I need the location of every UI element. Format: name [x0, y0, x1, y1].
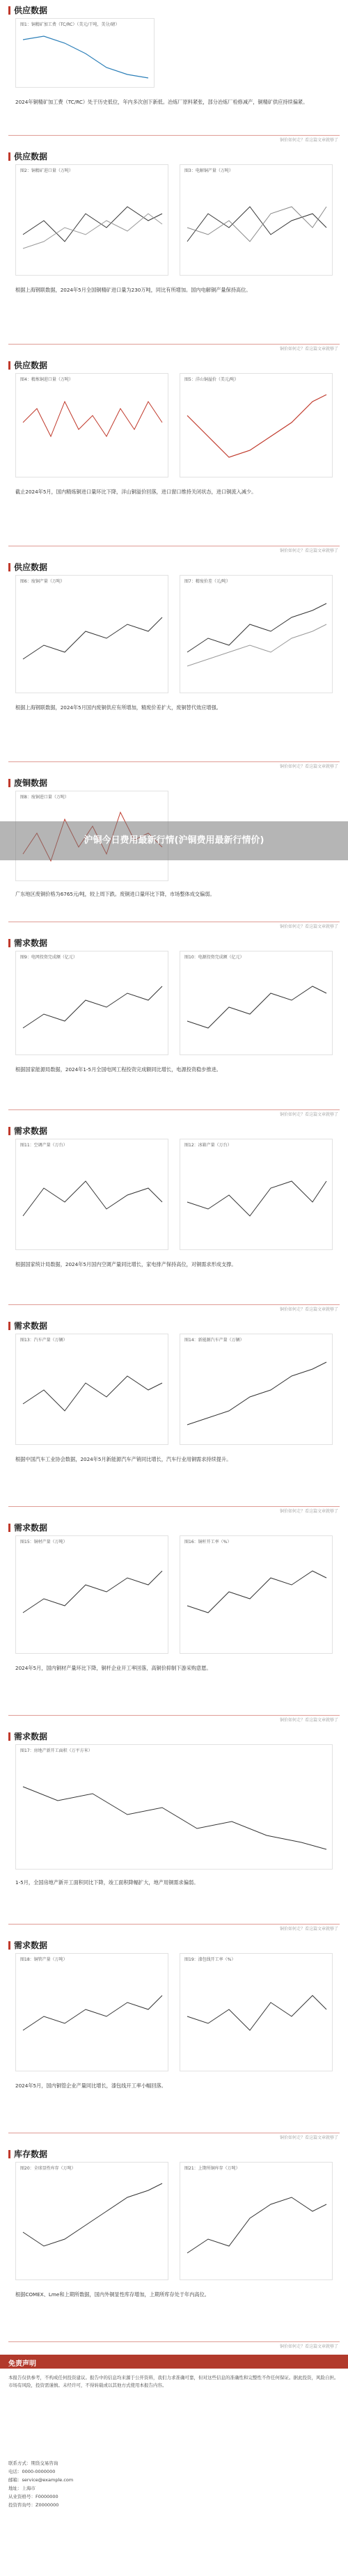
section-title: 供应数据 [8, 150, 47, 162]
disclaimer [0, 2355, 348, 2576]
section-demand-5 [0, 1726, 348, 1935]
contact-line: 地址：上海市 [8, 2486, 35, 2491]
contact-line: 从业资格号：F0000000 [8, 2494, 58, 2499]
section-note: 2024年铜精矿加工费（TC/RC）处于历史低位，年内多次创下新低。冶炼厂原料紧张，部分冶炼厂检修减产，铜精矿供应持续偏紧。 [15, 99, 308, 105]
section-note: 2024年5月，国内铜管企业产量同比增长，漆包线开工率小幅回落。 [15, 2083, 166, 2089]
brand-text: 铜价如何走？看这篇文章就够了 [279, 1509, 338, 1514]
divider [8, 761, 340, 762]
chart-global-inventory [15, 2162, 168, 2280]
article-title: 沪铜今日费用最新行情(沪铜费用最新行情价) [84, 835, 264, 846]
chart-title: 图6：废铜产量（万吨） [20, 579, 65, 584]
section-note: 根据上海钢联数据，2024年5月全国铜精矿进口量为230万吨，同比有所增加。国内电解铜产量保持高位。 [15, 287, 251, 293]
divider [8, 135, 340, 136]
divider [8, 1924, 340, 1925]
chart-scrap-output [15, 575, 168, 693]
chart-title: 图7：精废价差（元/吨） [184, 579, 230, 584]
section-note: 根据国家能源局数据，2024年1-5月全国电网工程投资完成额同比增长，电源投资稳步推进。 [15, 1066, 221, 1073]
brand-text: 铜价如何走？看这篇文章就够了 [279, 1927, 338, 1931]
chart-rod-operating-rate [180, 1535, 333, 1654]
chart-copper-products [15, 1535, 168, 1654]
chart-nev-output [180, 1334, 333, 1445]
line-chart [16, 19, 155, 88]
chart-shfe-inventory [180, 2162, 333, 2280]
chart-enamel-wire-rate [180, 1953, 333, 2071]
chart-refined-import [15, 373, 168, 477]
chart-title: 图14：新能源汽车产量（万辆） [184, 1338, 244, 1343]
section-supply-2 [0, 146, 348, 355]
divider [8, 1715, 340, 1716]
contact-line: 邮箱：service@example.com [8, 2477, 74, 2483]
chart-title: 图13：汽车产量（万辆） [20, 1338, 68, 1343]
chart-title: 图11：空调产量（万台） [20, 1143, 68, 1148]
chart-tcrc [15, 18, 155, 88]
chart-title: 图20：全球显性库存（万吨） [20, 2166, 76, 2171]
chart-power-investment [180, 951, 333, 1055]
divider [8, 2341, 340, 2342]
line-chart [180, 1536, 333, 1654]
contact-list [8, 2459, 73, 2509]
chart-title: 图15：铜材产量（万吨） [20, 1540, 68, 1544]
chart-tube-output [15, 1953, 168, 2071]
brand-text: 铜价如何走？看这篇文章就够了 [279, 764, 338, 769]
line-chart [180, 165, 333, 276]
brand-text: 铜价如何走？看这篇文章就够了 [279, 1112, 338, 1117]
section-title: 需求数据 [8, 937, 47, 949]
line-chart [16, 1954, 169, 2072]
brand-text: 铜价如何走？看这篇文章就够了 [279, 138, 338, 143]
section-supply-1 [0, 0, 348, 146]
brand-text: 铜价如何走？看这篇文章就够了 [279, 1307, 338, 1312]
line-chart [16, 1334, 169, 1446]
section-demand-6 [0, 1935, 348, 2144]
line-chart [180, 951, 333, 1056]
chart-title: 图21：上期所铜库存（万吨） [184, 2166, 240, 2171]
section-title: 废铜数据 [8, 777, 47, 789]
section-note: 根据上海钢联数据，2024年5月国内废铜供应有所增加，精废价差扩大，废铜替代效应增强。 [15, 704, 221, 711]
line-chart [180, 2163, 333, 2281]
section-title: 需求数据 [8, 1320, 47, 1332]
line-chart [16, 374, 169, 478]
chart-title: 图4：精炼铜进口量（万吨） [20, 377, 73, 382]
chart-auto-output [15, 1334, 168, 1445]
chart-yangshan-premium [180, 373, 333, 477]
line-chart [16, 951, 169, 1056]
chart-ore-import [15, 164, 168, 276]
contact-line: 投资咨询号：Z0000000 [8, 2502, 59, 2508]
section-note: 根据国家统计局数据，2024年5月国内空调产量同比增长，家电排产保持高位，对铜需求形成支撑。 [15, 1261, 237, 1267]
line-chart [180, 1139, 333, 1251]
section-title: 需求数据 [8, 1522, 47, 1533]
chart-grid-investment [15, 951, 168, 1055]
brand-text: 铜价如何走？看这篇文章就够了 [279, 1718, 338, 1723]
section-note: 根据中国汽车工业协会数据，2024年5月新能源汽车产销同比增长，汽车行业用铜需求持续提升。 [15, 1456, 232, 1462]
section-demand-4 [0, 1517, 348, 1726]
section-title: 库存数据 [8, 2148, 47, 2160]
chart-title: 图16：铜杆开工率（%） [184, 1540, 232, 1544]
divider [8, 1304, 340, 1305]
line-chart [16, 1139, 169, 1251]
divider [8, 1109, 340, 1110]
divider [8, 1506, 340, 1507]
chart-fridge-output [180, 1139, 333, 1250]
section-title: 供应数据 [8, 561, 47, 573]
chart-property-starts [15, 1744, 333, 1870]
section-title: 需求数据 [8, 1125, 47, 1137]
line-chart [16, 1536, 169, 1654]
line-chart [16, 576, 169, 694]
section-demand-3 [0, 1315, 348, 1517]
chart-title: 图8：废铜进口量（万吨） [20, 795, 69, 800]
disclaimer-title: 免责声明 [0, 2355, 348, 2369]
chart-title: 图18：铜管产量（万吨） [20, 1957, 68, 1962]
chart-title: 图5：洋山铜溢价（美元/吨） [184, 377, 239, 382]
line-chart [180, 374, 333, 478]
section-supply-3 [0, 355, 348, 557]
brand-text: 铜价如何走？看这篇文章就够了 [279, 2344, 338, 2349]
section-title: 供应数据 [8, 4, 47, 16]
article-title-overlay [0, 821, 348, 860]
chart-cathode-output [180, 164, 333, 276]
chart-ac-output [15, 1139, 168, 1250]
line-chart [180, 1954, 333, 2072]
line-chart [16, 1745, 333, 1870]
contact-line: 电话：0000-0000000 [8, 2469, 56, 2474]
section-note: 广东地区废铜价格为6765元/吨，较上周下跌。废铜进口量环比下降，市场整体成交偏弱。 [15, 891, 215, 897]
section-supply-4 [0, 557, 348, 773]
line-chart [16, 165, 169, 276]
chart-title: 图19：漆包线开工率（%） [184, 1957, 236, 1962]
chart-title: 图12：冰箱产量（万台） [184, 1143, 232, 1148]
section-demand-2 [0, 1121, 348, 1315]
chart-refined-scrap-spread [180, 575, 333, 693]
disclaimer-text: 本报告仅供参考，不构成任何投资建议。报告中的信息均来源于公开资料，我们力求准确可靠，但对这些信息的准确性和完整性不作任何保证。据此投资，风险自担。市场有风险，投资需谨慎。未经许可，不得转载或以其他方式使用本报告内容。 [8, 2375, 339, 2388]
section-note: 1-5月，全国房地产新开工面积同比下降，竣工面积降幅扩大，地产用铜需求偏弱。 [15, 1879, 199, 1886]
line-chart [16, 2163, 169, 2281]
section-note: 截止2024年5月，国内精炼铜进口量环比下降，洋山铜溢价回落，进口窗口维持关闭状态，进口铜流入减少。 [15, 489, 257, 495]
section-title: 需求数据 [8, 1939, 47, 1951]
chart-title: 图10：电源投资完成额（亿元） [184, 955, 244, 960]
chart-title: 图17：房地产新开工面积（万平方米） [20, 1748, 93, 1753]
brand-text: 铜价如何走？看这篇文章就够了 [279, 548, 338, 553]
section-inventory [0, 2144, 348, 2353]
section-title: 需求数据 [8, 1730, 47, 1742]
section-demand-1 [0, 933, 348, 1121]
chart-title: 图2：铜精矿进口量（万吨） [20, 168, 73, 173]
chart-title: 图9：电网投资完成额（亿元） [20, 955, 77, 960]
brand-text: 铜价如何走？看这篇文章就够了 [279, 924, 338, 929]
brand-text: 铜价如何走？看这篇文章就够了 [279, 347, 338, 351]
section-note: 2024年5月，国内铜材产量环比下降，铜杆企业开工率回落，高铜价抑制下游采购意愿。 [15, 1665, 212, 1671]
chart-title: 图3：电解铜产量（万吨） [184, 168, 233, 173]
brand-text: 铜价如何走？看这篇文章就够了 [279, 2135, 338, 2140]
line-chart [180, 576, 333, 694]
section-note: 根据COMEX、Lme和上期所数据，国内外铜显性库存增加，上期所库存处于年内高位。 [15, 2291, 209, 2298]
contact-line: 联系方式：期货交易咨询 [8, 2460, 58, 2466]
line-chart [180, 1334, 333, 1446]
section-title: 供应数据 [8, 359, 47, 371]
chart-title: 图1：铜精矿加工费（TC/RC）（美元/干吨，美分/磅） [20, 22, 120, 27]
divider [8, 344, 340, 345]
